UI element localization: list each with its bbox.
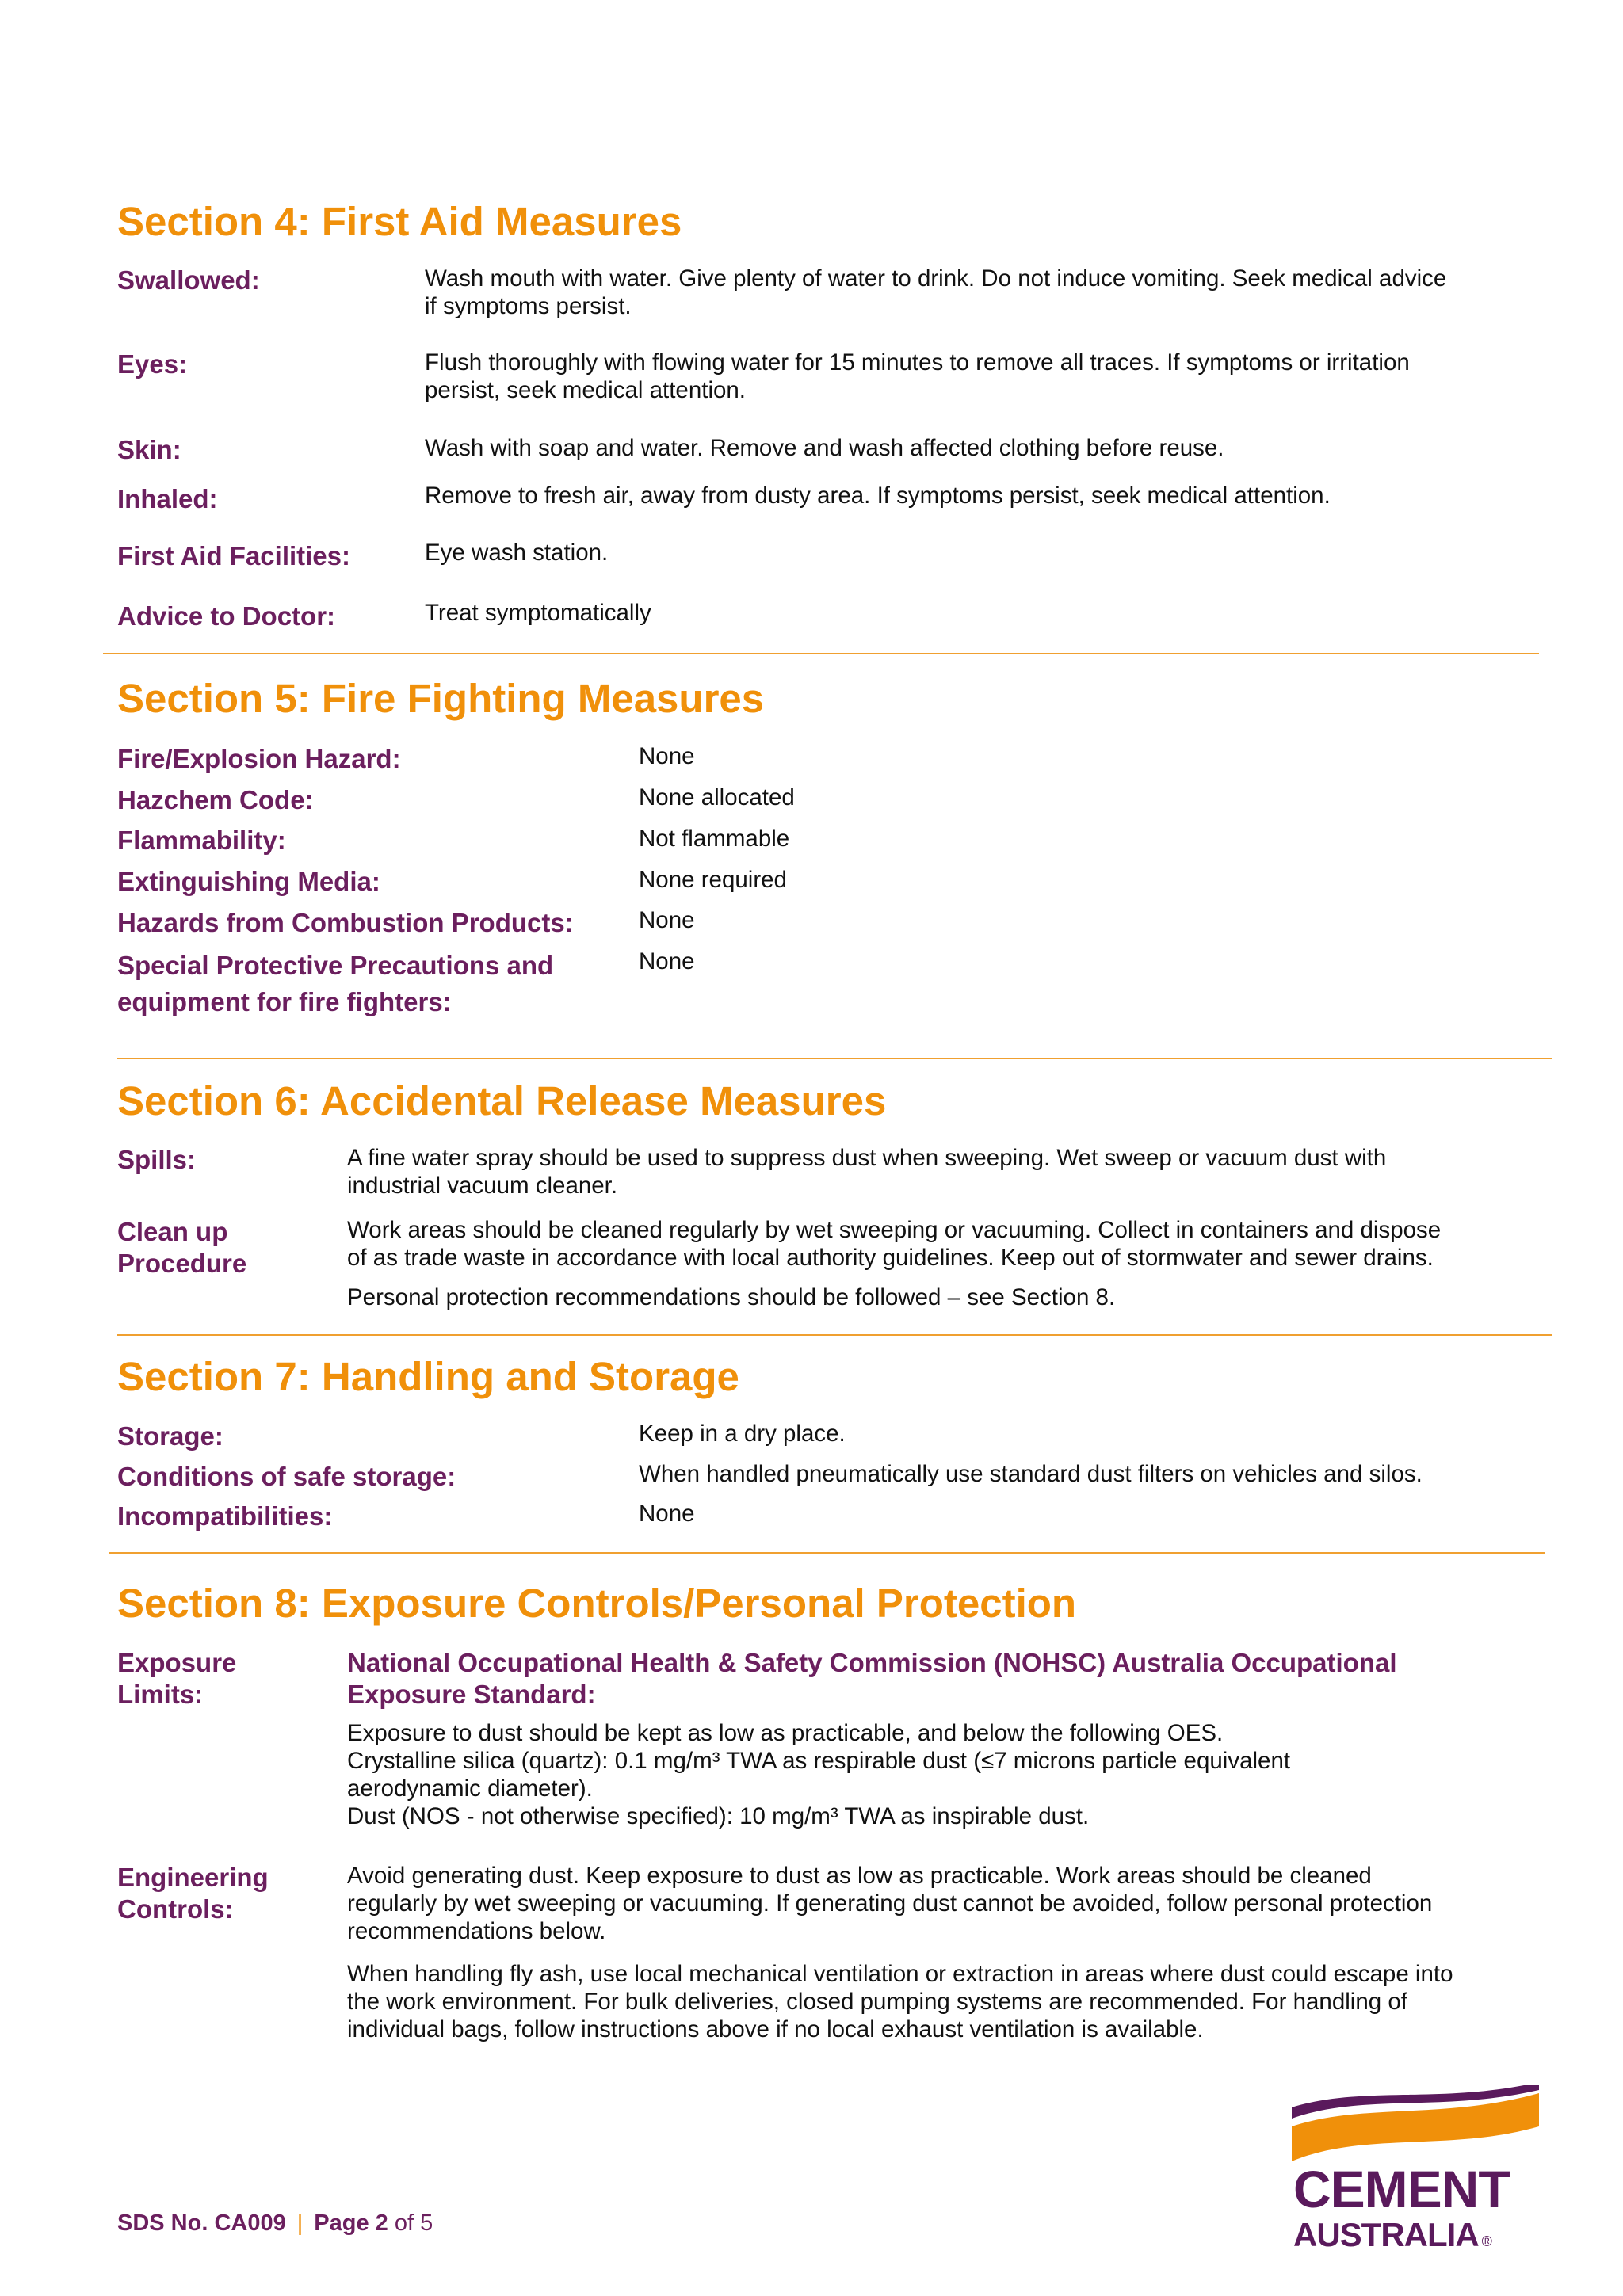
logo-cement: CEMENT	[1293, 2160, 1510, 2218]
section-4-title: Section 4: First Aid Measures	[117, 199, 682, 244]
value-engineering-controls: Avoid generating dust. Keep exposure to dust as low as practicable. Work areas should be cleaned regularly by wet sweeping or vacuuming. If generating dust cannot be avoided, follow personal protection recommendations below.	[347, 1863, 1433, 1944]
page-current: 2	[375, 2210, 388, 2236]
sds-number: SDS No. CA009	[117, 2210, 286, 2236]
value-skin: Wash with soap and water. Remove and wash affected clothing before reuse.	[425, 435, 1224, 461]
label-engineering-controls: Engineering Controls:	[117, 1863, 269, 1924]
label-conditions-safe-storage: Conditions of safe storage:	[117, 1462, 456, 1491]
label-incompatibilities: Incompatibilities:	[117, 1501, 333, 1531]
label-spills: Spills:	[117, 1145, 197, 1174]
value-conditions-safe-storage: When handled pneumatically use standard dust filters on vehicles and silos.	[639, 1461, 1423, 1487]
label-swallowed: Swallowed:	[117, 265, 260, 295]
value-fire-explosion-hazard: None	[639, 743, 695, 769]
label-eyes: Eyes:	[117, 349, 188, 379]
section-divider	[109, 1552, 1545, 1554]
value-clean-up-note: Personal protection recommendations should be followed – see Section 8.	[347, 1284, 1116, 1310]
value-swallowed: Wash mouth with water. Give plenty of water to drink. Do not induce vomiting. Seek medical advice if symptoms persist.	[425, 265, 1447, 319]
label-inhaled: Inhaled:	[117, 484, 218, 513]
value-first-aid-facilities: Eye wash station.	[425, 540, 609, 566]
footer	[117, 2210, 433, 2237]
section-8-title: Section 8: Exposure Controls/Personal Protection	[117, 1581, 1077, 1626]
label-fire-explosion-hazard: Fire/Explosion Hazard:	[117, 744, 401, 773]
value-hazchem-code: None allocated	[639, 784, 795, 810]
label-storage: Storage:	[117, 1421, 223, 1451]
value-exposure-limits: Exposure to dust should be kept as low as practicable, and below the following OES. Crystalline silica (quartz): 0.1 mg/m³ TWA as respirable dust (≤7 microns particle equivalent aerodynamic diameter). Dust (NOS - not otherwise specified): 10 mg/m³ TWA as inspirable dust.	[347, 1720, 1291, 1829]
value-inhaled: Remove to fresh air, away from dusty area. If symptoms persist, seek medical attention.	[425, 482, 1331, 509]
section-7-title: Section 7: Handling and Storage	[117, 1354, 739, 1399]
section-6-title: Section 6: Accidental Release Measures	[117, 1078, 887, 1123]
section-5-title: Section 5: Fire Fighting Measures	[117, 676, 765, 721]
label-advice-to-doctor: Advice to Doctor:	[117, 601, 336, 631]
section-divider	[117, 1334, 1552, 1336]
value-engineering-controls-ventilation: When handling fly ash, use local mechanical ventilation or extraction in areas where dust could escape into the work environment. For bulk deliveries, closed pumping systems are recommended. For handling of individual bags, follow instructions above if no local exhaust ventilation is available.	[347, 1961, 1453, 2042]
value-storage: Keep in a dry place.	[639, 1421, 846, 1447]
value-spills: A fine water spray should be used to suppress dust when sweeping. Wet sweep or vacuum dust with industrial vacuum cleaner.	[347, 1145, 1387, 1199]
value-hazards-combustion-products: None	[639, 907, 695, 933]
value-extinguishing-media: None required	[639, 867, 787, 893]
value-eyes: Flush thoroughly with flowing water for 15 minutes to remove all traces. If symptoms or irritation persist, seek medical attention.	[425, 349, 1410, 403]
label-hazards-combustion-products: Hazards from Combustion Products:	[117, 908, 574, 937]
value-incompatibilities: None	[639, 1501, 695, 1527]
label-skin: Skin:	[117, 435, 181, 464]
label-extinguishing-media: Extinguishing Media:	[117, 867, 380, 896]
section-divider	[103, 653, 1539, 654]
logo-australia: AUSTRALIA ®	[1293, 2216, 1491, 2253]
page-total: of 5	[394, 2210, 433, 2236]
footer-separator: |	[296, 2210, 304, 2236]
label-flammability: Flammability:	[117, 826, 286, 855]
label-first-aid-facilities: First Aid Facilities:	[117, 541, 351, 570]
page-label: Page	[314, 2210, 369, 2236]
label-hazchem-code: Hazchem Code:	[117, 785, 314, 814]
label-special-protective-precautions: Special Protective Precautions and equipment for fire fighters:	[117, 951, 554, 1016]
value-special-protective-precautions: None	[639, 948, 695, 974]
label-exposure-limits: Exposure Limits:	[117, 1648, 237, 1709]
value-clean-up-procedure: Work areas should be cleaned regularly by wet sweeping or vacuuming. Collect in containers and dispose of as trade waste in accordance with local authority guidelines. Keep out of stormwater and sewer drains.	[347, 1217, 1442, 1271]
exposure-standard-heading: National Occupational Health & Safety Commission (NOHSC) Australia Occupational Exposure Standard:	[347, 1648, 1397, 1709]
section-divider	[117, 1058, 1552, 1059]
value-advice-to-doctor: Treat symptomatically	[425, 600, 651, 626]
value-flammability: Not flammable	[639, 826, 790, 852]
label-clean-up-procedure: Clean up Procedure	[117, 1217, 247, 1278]
registered-mark: ®	[1481, 2233, 1491, 2249]
